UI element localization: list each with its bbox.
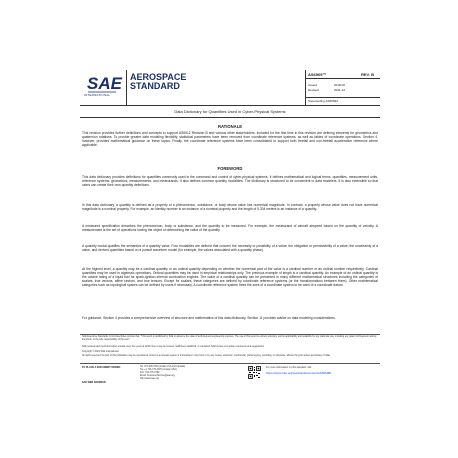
divider (305, 97, 380, 98)
foreword-paragraph: A quantity modal qualifies the semantics of a quantity value. Four modalities are defined that concern the necessity or possibility of a value; the obligation or permissibility of a value; the uncertainty of a value, and derived quantities based on a pursuit waveform model (for example, the values associated with a quantity phase). (82, 244, 378, 253)
header-divider (126, 70, 127, 105)
document-page (80, 70, 380, 390)
svg-text:SAE: SAE (87, 74, 122, 93)
doc-type-line2: STANDARD (130, 81, 180, 91)
foreword-paragraph: For guidance, Section 4 provides a comprehensive overview of structure and mathematics of this data dictionary. Section 11 provides advice on data modeling considerations. (82, 316, 336, 320)
issued-value: 2018-06 (334, 83, 346, 87)
web-label: SAE WEB ADDRESS: (82, 381, 107, 384)
order-tel: Tel: 877-606-7323 (inside USA and Canada) (140, 366, 186, 368)
divider (80, 105, 380, 106)
foreword-paragraph: A measured specification describes the phenomenon, body or substance, and the quantity to be measured. For example, the measurand of aircraft airspeed based on the quantity of velocity. A measurement is the set of operations having the object of determining the value of the quantity. (82, 224, 378, 233)
superseding: Superseding AS6969A (308, 99, 339, 103)
document-title: Data Dictionary for Quantities Used in Cyber-Physical Systems (80, 107, 380, 118)
rights-notice: All rights reserved. No part of this publication may be reproduced, stored in a retrieval system or transmitted, in any form or by any means, electronic, mechanical, photocopying, recording, or otherwise, without the prior written permission of SAE. (82, 355, 331, 357)
order-email[interactable]: Email: CustomerService@sae.org (140, 375, 175, 377)
doc-type-line1: AEROSPACE (130, 72, 187, 82)
footer-notice: SAE reviews each technical report at least every five years at which time it may be revised, reaffirmed, stabilized, or cancelled. SAE invites your written comments and suggestions. (82, 346, 265, 348)
rationale-text: This revision provides further definitions and concepts to support AS6512 Revision B and various other stakeholders. Included for the first time in this revision are defining elements for geometrics and quaternion rotations. To provide greater data modeling flexibility, statistical parameters have been removed from coordinate reference systems, as well as tables of coordinate operations. Section 4, however, provides mathematical guidance on these topics. Finally, the coordinate reference systems have been consolidated to support both freefall and non-freefall acceleration reference where applicable. (82, 131, 378, 148)
foreword-paragraph: This data dictionary provides definitions for quantities commonly used in the command and control of cyber-physical systems. It defines mathematical and logical terms, quantities, measurement units, reference systems, geometrics, measurements, and measurands. It also defines common quantity modalities. The dictionary is structured to be convenient to data modelers. It is also extensible so that users can create their own quantity definitions. (82, 175, 378, 188)
feedback-label: For more information on this standard, visit (266, 366, 312, 369)
footer-notice: SAE Executive Standards Committee Rules provide that: "This report is published by SAE to advance the state of technical and engineering sciences. The use of this report is entirely voluntary, and its applicability and suitability for any particular use, including any patent infringement arising therefrom, is the sole responsibility of the user." (82, 336, 377, 341)
footer-divider (80, 363, 380, 364)
foreword-paragraph: At the highest level, a quantity may be a cardinal quantity or an ordinal quantity depending on whether the numerical part of the value is a cardinal number or an ordinal number respectively. Cardinal quantities may be used in algebraic operations. Ordinal quantities may be used in empirical relationships only. The previous example of length is a cardinal quantity. An example of an ordinal quantity is the octane rating of a liquid fuel for spark-ignition internal combustion engines. The value of a cardinal quantity can be presented in many different mathematical structures including the categories of scalars, true vectors, affine vectors, and true tensors. Except for scalars, these categories are defined by coordinate reference systems (or the transformations between them). Other mathematical categories such as topological spaces can be defined by users if necessary. A coordinate reference system frees the axes of a coordinate system to be axes of a coordinate datum. (82, 267, 378, 288)
order-tel: Tel: +1 724-776-4970 (outside USA) (140, 369, 177, 371)
order-heading: TO PLACE A DOCUMENT ORDER: (82, 366, 121, 369)
footer-divider (80, 334, 380, 335)
doc-number: AS6969™ (308, 72, 327, 77)
revised-value: 2021-12 (334, 88, 346, 92)
issued-label: Issued (308, 83, 317, 87)
revision: REV. B (361, 72, 374, 77)
rationale-heading: RATIONALE (217, 124, 243, 129)
foreword-paragraph: In this data dictionary, a quantity is defined as a property of a phenomenon, substance, or body whose value has numerical magnitude. In contrast, a property whose value does not have numerical magnitude is a nominal property. For example, an identity number is an instance of a nominal property and the length of 5.304 meters is an instance of a quantity. (82, 203, 378, 212)
web-link[interactable]: http://www.sae.org (140, 378, 159, 380)
order-fax: Fax: 724-776-0790 (140, 372, 160, 374)
sae-logo (86, 72, 122, 94)
qr-code-icon[interactable] (248, 366, 261, 379)
logo-subtitle: INTERNATIONAL (84, 93, 111, 97)
foreword-heading: FOREWORD (217, 166, 243, 171)
revised-label: Revised (308, 88, 319, 92)
feedback-url[interactable]: https://www.sae.org/standards/content/AS6969B/ (266, 371, 332, 375)
divider (305, 78, 380, 79)
copyright: Copyright © 2021 SAE International (82, 351, 119, 353)
